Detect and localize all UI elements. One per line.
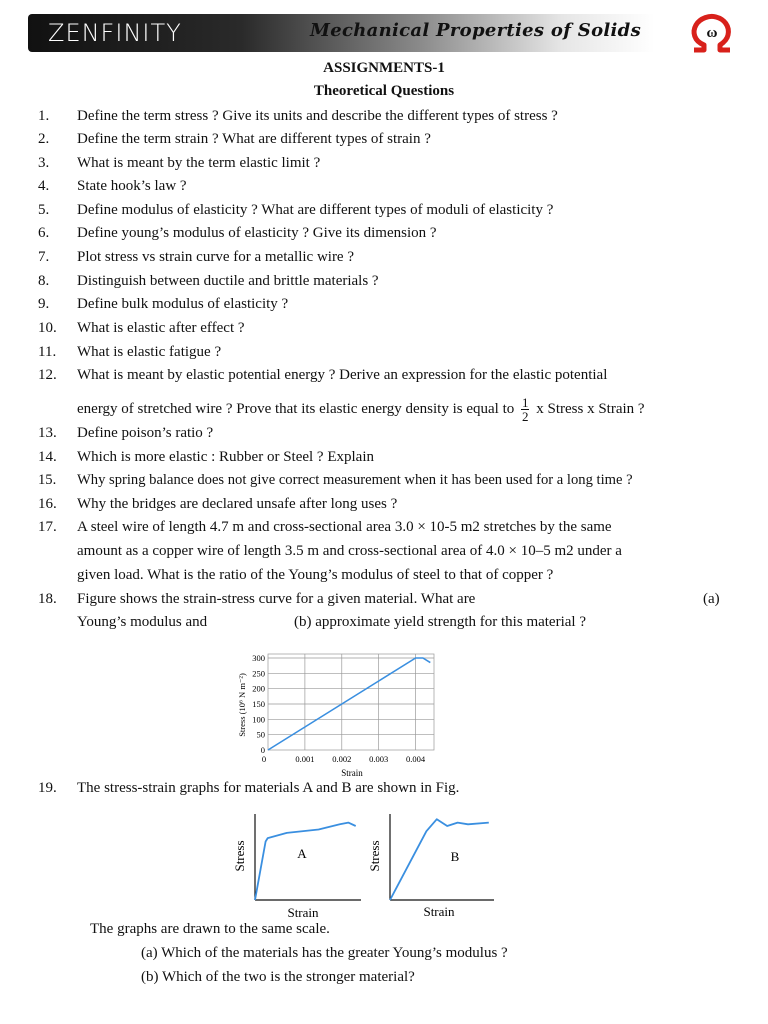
question-text: What is meant by the term elastic limit ?	[77, 155, 321, 171]
question-number: 18.	[38, 591, 57, 607]
question-number: 6.	[38, 225, 50, 241]
question-number: 19.	[38, 780, 57, 796]
question-number: 13.	[38, 425, 57, 441]
x-tick-label: 0	[261, 754, 267, 764]
y-tick-label: 300	[252, 653, 265, 663]
question-text: Define the term strain ? What are different types of strain ?	[77, 131, 431, 147]
brand-name: ZENFINITY	[48, 19, 182, 47]
question-text: What is elastic fatigue ?	[77, 344, 222, 360]
question-text: Why spring balance does not give correct measurement when it has been used for a long time ?	[77, 472, 633, 488]
graph-a-ylabel: Stress	[232, 840, 247, 872]
graph-b-series-label: B	[450, 849, 460, 864]
subject-title: Mechanical Properties of Solids	[310, 20, 642, 41]
question-17-line-3: given load. What is the ratio of the Young’s modulus of steel to that of copper ?	[77, 567, 554, 583]
question-number: 12.	[38, 367, 57, 383]
question-text: Define poison’s ratio ?	[77, 425, 214, 441]
question-number: 10.	[38, 320, 57, 336]
assignment-title: ASSIGNMENTS-1	[323, 60, 445, 76]
question-text: Plot stress vs strain curve for a metallic wire ?	[77, 249, 355, 265]
fraction-denominator: 2	[521, 409, 529, 424]
question-text: What is elastic after effect ?	[77, 320, 245, 336]
y-tick-label: 100	[252, 714, 265, 725]
y-tick-label: 150	[252, 699, 265, 709]
question-text: Define the term stress ? Give its units and describe the different types of stress ?	[77, 108, 558, 124]
fraction-numerator: 1	[521, 395, 529, 410]
question-text: Why the bridges are declared unsafe after long uses ?	[77, 496, 398, 512]
materials-ab-chart	[228, 808, 528, 924]
question-number: 14.	[38, 449, 57, 465]
question-number: 11.	[38, 344, 57, 360]
x-tick-label: 0.002	[332, 754, 352, 764]
question-18-line-2a: Young’s modulus and	[77, 614, 208, 630]
question-text: Figure shows the strain-stress curve for a given material. What are	[77, 591, 476, 607]
y-axis-label: Stress (10⁶ N m⁻²)	[237, 673, 247, 737]
question-number: 8.	[38, 273, 50, 289]
question-number: 2.	[38, 131, 50, 147]
question-text: A steel wire of length 4.7 m and cross-sectional area 3.0 × 10-5 m2 stretches by the same	[77, 519, 612, 535]
question-text: Define modulus of elasticity ? What are different types of moduli of elasticity ?	[77, 202, 554, 218]
y-tick-label: 0	[260, 745, 265, 755]
question-text: Distinguish between ductile and brittle materials ?	[77, 273, 379, 289]
plot-frame	[268, 654, 434, 750]
one-half-fraction	[521, 396, 530, 423]
q19-part-a: (a) Which of the materials has the greater Young’s modulus ?	[141, 945, 508, 961]
question-text: The stress-strain graphs for materials A and B are shown in Fig.	[77, 780, 460, 796]
question-number: 7.	[38, 249, 50, 265]
graph-b-xlabel: Strain	[423, 904, 455, 919]
graph-b-ylabel: Stress	[367, 840, 382, 872]
question-text: What is meant by elastic potential energy ? Derive an expression for the elastic potential	[77, 367, 608, 383]
header-banner	[28, 14, 740, 52]
question-text: Which is more elastic : Rubber or Steel ? Explain	[77, 449, 374, 465]
question-number: 1.	[38, 108, 50, 124]
q12-text-post: x Stress x Strain ?	[536, 400, 645, 417]
question-number: 5.	[38, 202, 50, 218]
question-number: 3.	[38, 155, 50, 171]
section-title: Theoretical Questions	[313, 83, 455, 99]
y-tick-label: 200	[252, 683, 265, 694]
series-curve-a	[255, 823, 356, 900]
question-number: 16.	[38, 496, 57, 512]
question-18-part-a: (a)	[703, 591, 720, 607]
x-axis-label: Strain	[341, 768, 363, 778]
x-tick-label: 0.003	[369, 754, 389, 764]
omega-logo-icon	[684, 12, 740, 54]
question-17-line-2: amount as a copper wire of length 3.5 m and cross-sectional area of 4.0 × 10–5 m2 under a	[77, 543, 622, 559]
question-number: 17.	[38, 519, 57, 535]
graph-a-xlabel: Strain	[287, 905, 319, 920]
question-text: Define bulk modulus of elasticity ?	[77, 296, 289, 312]
question-12-continuation	[77, 396, 645, 423]
q19-part-b: (b) Which of the two is the stronger material?	[141, 969, 415, 985]
question-text: Define young’s modulus of elasticity ? Give its dimension ?	[77, 225, 437, 241]
x-tick-label: 0.001	[295, 754, 315, 764]
question-text: State hook’s law ?	[77, 178, 187, 194]
logo-symbol: ω	[706, 25, 718, 41]
stress-strain-chart	[230, 640, 450, 782]
y-tick-label: 250	[252, 668, 265, 679]
series-curve-b	[390, 819, 489, 900]
graph-a-series-label: A	[297, 846, 307, 861]
question-number: 15.	[38, 472, 57, 488]
question-number: 9.	[38, 296, 50, 312]
y-tick-label: 50	[256, 729, 265, 740]
question-18-line-2b: (b) approximate yield strength for this material ?	[294, 614, 586, 630]
q19-note: The graphs are drawn to the same scale.	[90, 921, 330, 937]
question-number: 4.	[38, 178, 50, 194]
q12-text-pre: energy of stretched wire ? Prove that its elastic energy density is equal to	[77, 400, 515, 417]
x-tick-label: 0.004	[405, 754, 426, 764]
